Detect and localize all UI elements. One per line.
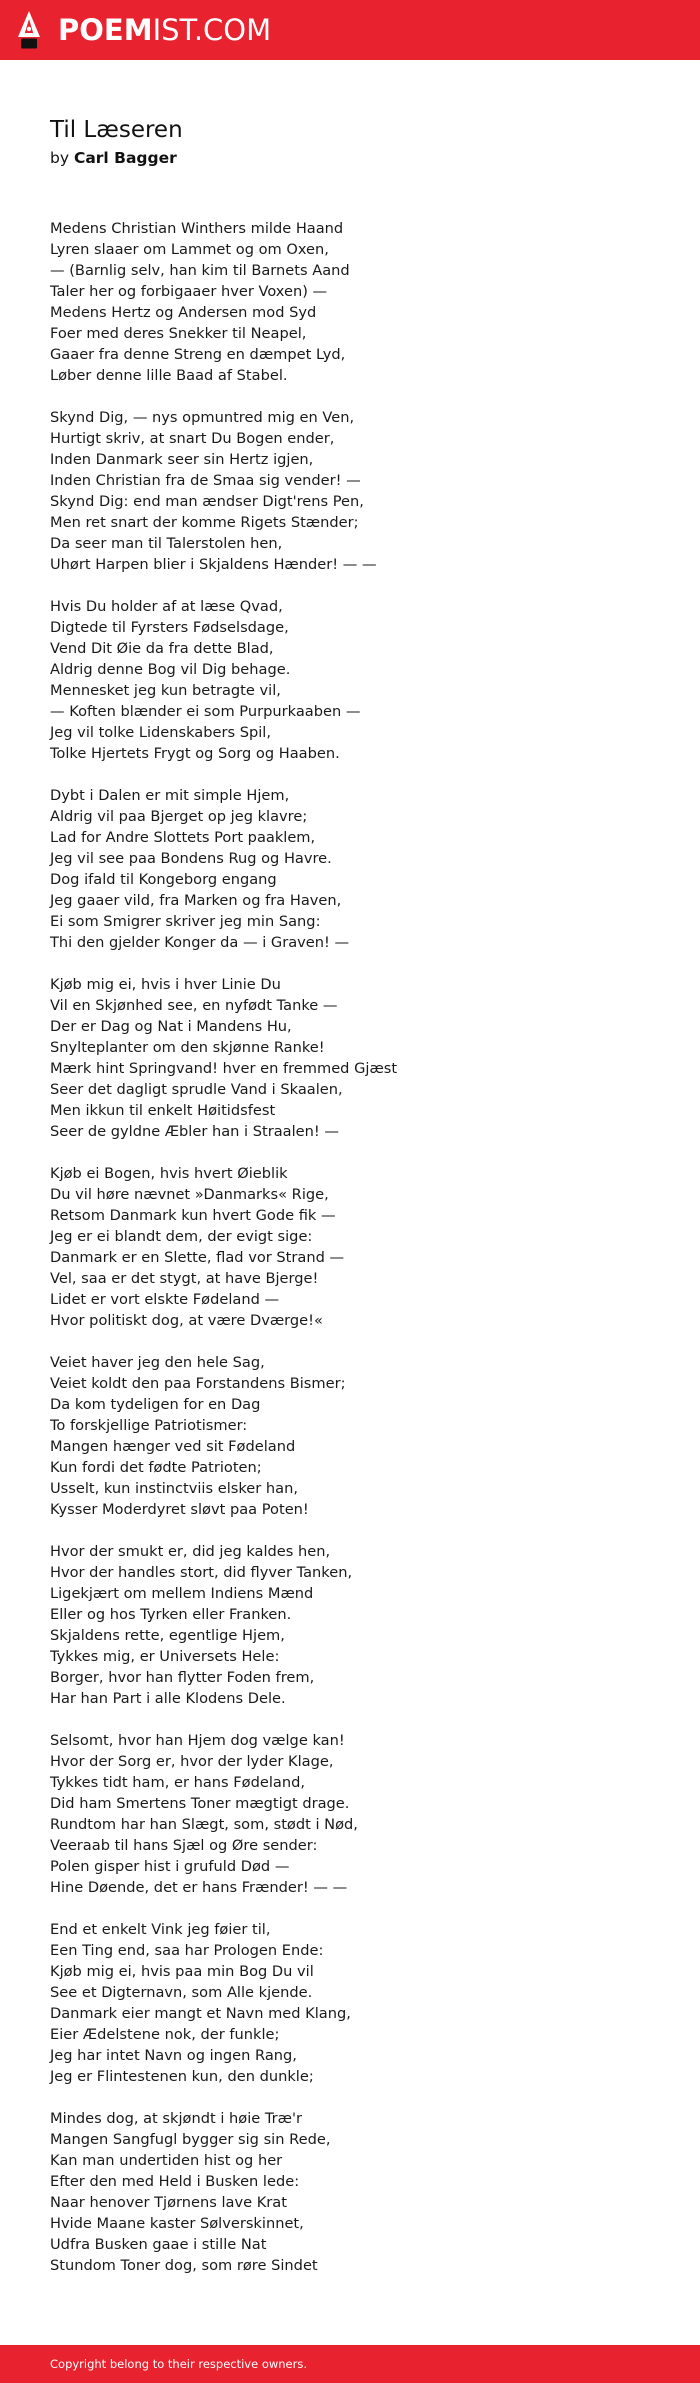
poem-stanza	[50, 1163, 650, 1331]
poem-byline	[50, 146, 177, 170]
poem-stanza	[50, 407, 650, 575]
poem-stanza	[50, 596, 650, 764]
poem-line: Kjøb mig ei, hvis paa min Bog Du vil	[50, 1963, 314, 1980]
poem-line: Kan man undertiden hist og her	[50, 2152, 283, 2169]
poem-stanza	[50, 2108, 650, 2276]
poem-line: Foer med deres Snekker til Neapel,	[50, 325, 307, 342]
poem-line: Taler her og forbigaaer hver Voxen) —	[50, 283, 328, 300]
poem-body	[50, 218, 650, 2297]
poem-line: Snylteplanter om den skjønne Ranke!	[50, 1039, 325, 1056]
copyright-notice: Copyright belong to their respective owners.	[50, 2357, 308, 2371]
poem-line: Jeg har intet Navn og ingen Rang,	[50, 2047, 297, 2064]
poem-line: Hvor der handles stort, did flyver Tanken,	[50, 1564, 353, 1581]
poem-line: See et Digternavn, som Alle kjende.	[50, 1984, 313, 2001]
poem-line: Hvor politiskt dog, at være Dværge!«	[50, 1312, 323, 1329]
poem-line: Medens Christian Winthers milde Haand	[50, 220, 344, 237]
poem-line: Inden Danmark seer sin Hertz igjen,	[50, 451, 314, 468]
poem-line: Men ikkun til enkelt Høitidsfest	[50, 1102, 276, 1119]
poem-line: Hvis Du holder af at læse Qvad,	[50, 598, 283, 615]
poem-line: Veeraab til hans Sjæl og Øre sender:	[50, 1837, 318, 1854]
poem-line: Borger, hvor han flytter Foden frem,	[50, 1669, 315, 1686]
poem-line: Mærk hint Springvand! hver en fremmed Gjæst	[50, 1060, 398, 1077]
poem-line: Ei som Smigrer skriver jeg min Sang:	[50, 913, 321, 930]
poem-line: To forskjellige Patriotismer:	[50, 1417, 248, 1434]
poem-line: End et enkelt Vink jeg føier til,	[50, 1921, 271, 1938]
poem-line: Lad for Andre Slottets Port paaklem,	[50, 829, 316, 846]
poem-line: Eier Ædelstene nok, der funkle;	[50, 2026, 280, 2043]
poem-line: Aldrig denne Bog vil Dig behage.	[50, 661, 291, 678]
poem-line: Medens Hertz og Andersen mod Syd	[50, 304, 317, 321]
poem-line: Tykkes tidt ham, er hans Fødeland,	[50, 1774, 305, 1791]
poem-line: Der er Dag og Nat i Mandens Hu,	[50, 1018, 292, 1035]
poem-line: Jeg er ei blandt dem, der evigt sige:	[50, 1228, 313, 1245]
poem-line: Vel, saa er det stygt, at have Bjerge!	[50, 1270, 319, 1287]
poem-line: Mennesket jeg kun betragte vil,	[50, 682, 281, 699]
poem-line: Hine Døende, det er hans Frænder! — —	[50, 1879, 348, 1896]
site-footer	[0, 2345, 700, 2383]
poem-line: Naar henover Tjørnens lave Krat	[50, 2194, 287, 2211]
site-logo[interactable]	[16, 10, 271, 50]
author-link[interactable]: Carl Bagger	[73, 149, 177, 167]
poem-line: Kysser Moderdyret sløvt paa Poten!	[50, 1501, 309, 1518]
by-label: by	[50, 149, 70, 167]
poem-line: Skynd Dig, — nys opmuntred mig en Ven,	[50, 409, 355, 426]
poem-line: Eller og hos Tyrken eller Franken.	[50, 1606, 292, 1623]
poem-line: Lyren slaaer om Lammet og om Oxen,	[50, 241, 329, 258]
poem-line: Hvor der Sorg er, hvor der lyder Klage,	[50, 1753, 334, 1770]
poem-line: Stundom Toner dog, som røre Sindet	[50, 2257, 318, 2274]
poem-line: Hvide Maane kaster Sølverskinnet,	[50, 2215, 304, 2232]
poem-line: Uhørt Harpen blier i Skjaldens Hænder! — —	[50, 556, 377, 573]
poem-line: Selsomt, hvor han Hjem dog vælge kan!	[50, 1732, 345, 1749]
poem-line: Aldrig vil paa Bjerget op jeg klavre;	[50, 808, 308, 825]
poem-stanza	[50, 1730, 650, 1898]
poem-line: Lidet er vort elskte Fødeland —	[50, 1291, 280, 1308]
poem-line: Tolke Hjertets Frygt og Sorg og Haaben.	[50, 745, 340, 762]
poem-line: Gaaer fra denne Streng en dæmpet Lyd,	[50, 346, 346, 363]
poem-line: Rundtom har han Slægt, som, stødt i Nød,	[50, 1816, 358, 1833]
poem-line: Mangen Sangfugl bygger sig sin Rede,	[50, 2131, 331, 2148]
poem-stanza	[50, 218, 650, 386]
poem-line: Kun fordi det fødte Patrioten;	[50, 1459, 262, 1476]
poem-line: Seer de gyldne Æbler han i Straalen! —	[50, 1123, 339, 1140]
logo-wordmark-light: IST.COM	[152, 13, 272, 47]
poem-stanza	[50, 1919, 650, 2087]
poem-line: Skjaldens rette, egentlige Hjem,	[50, 1627, 285, 1644]
poem-line: Inden Christian fra de Smaa sig vender! —	[50, 472, 361, 489]
poem-line: Danmark eier mangt et Navn med Klang,	[50, 2005, 351, 2022]
poem-line: Veiet koldt den paa Forstandens Bismer;	[50, 1375, 346, 1392]
poem-line: Digtede til Fyrsters Fødselsdage,	[50, 619, 289, 636]
poem-line: Jeg vil see paa Bondens Rug og Havre.	[50, 850, 332, 867]
poem-line: Dybt i Dalen er mit simple Hjem,	[50, 787, 290, 804]
poem-line: Udfra Busken gaae i stille Nat	[50, 2236, 267, 2253]
poem-line: Jeg er Flintestenen kun, den dunkle;	[50, 2068, 314, 2085]
poem-line: Mangen hænger ved sit Fødeland	[50, 1438, 296, 1455]
poem-line: Kjøb ei Bogen, hvis hvert Øieblik	[50, 1165, 288, 1182]
pen-nib-icon	[16, 10, 42, 50]
poem-line: Veiet haver jeg den hele Sag,	[50, 1354, 265, 1371]
poem-line: Seer det dagligt sprudle Vand i Skaalen,	[50, 1081, 343, 1098]
poem-line: Een Ting end, saa har Prologen Ende:	[50, 1942, 324, 1959]
poem-line: Men ret snart der komme Rigets Stænder;	[50, 514, 359, 531]
poem-title: Til Læseren	[50, 117, 183, 143]
poem-line: Polen gisper hist i grufuld Død —	[50, 1858, 290, 1875]
poem-line: — Koften blænder ei som Purpurkaaben —	[50, 703, 361, 720]
poem-line: Efter den med Held i Busken lede:	[50, 2173, 300, 2190]
poem-line: Har han Part i alle Klodens Dele.	[50, 1690, 286, 1707]
poem-stanza	[50, 785, 650, 953]
poem-line: — (Barnlig selv, han kim til Barnets Aand	[50, 262, 350, 279]
poem-line: Hurtigt skriv, at snart Du Bogen ender,	[50, 430, 335, 447]
poem-line: Kjøb mig ei, hvis i hver Linie Du	[50, 976, 281, 993]
poem-line: Skynd Dig: end man ændser Digt'rens Pen,	[50, 493, 364, 510]
poem-line: Thi den gjelder Konger da — i Graven! —	[50, 934, 350, 951]
site-header	[0, 0, 700, 60]
poem-line: Mindes dog, at skjøndt i høie Træ'r	[50, 2110, 302, 2127]
poem-stanza	[50, 1541, 650, 1709]
logo-wordmark-bold: POEM	[58, 13, 153, 47]
poem-line: Tykkes mig, er Universets Hele:	[50, 1648, 280, 1665]
poem-stanza	[50, 974, 650, 1142]
poem-stanza	[50, 1352, 650, 1520]
poem-line: Vil en Skjønhed see, en nyfødt Tanke —	[50, 997, 338, 1014]
poem-line: Retsom Danmark kun hvert Gode fik —	[50, 1207, 336, 1224]
poem-line: Dog ifald til Kongeborg engang	[50, 871, 277, 888]
poem-line: Did ham Smertens Toner mægtigt drage.	[50, 1795, 350, 1812]
poem-line: Usselt, kun instinctviis elsker han,	[50, 1480, 298, 1497]
poem-line: Ligekjært om mellem Indiens Mænd	[50, 1585, 314, 1602]
poem-line: Jeg gaaer vild, fra Marken og fra Haven,	[50, 892, 342, 909]
poem-line: Hvor der smukt er, did jeg kaldes hen,	[50, 1543, 331, 1560]
logo-wordmark	[58, 10, 271, 50]
poem-line: Vend Dit Øie da fra dette Blad,	[50, 640, 274, 657]
poem-line: Du vil høre nævnet »Danmarks« Rige,	[50, 1186, 329, 1203]
poem-line: Da kom tydeligen for en Dag	[50, 1396, 261, 1413]
poem-line: Jeg vil tolke Lidenskabers Spil,	[50, 724, 272, 741]
poem-line: Løber denne lille Baad af Stabel.	[50, 367, 288, 384]
poem-line: Danmark er en Slette, flad vor Strand —	[50, 1249, 345, 1266]
poem-line: Da seer man til Talerstolen hen,	[50, 535, 283, 552]
